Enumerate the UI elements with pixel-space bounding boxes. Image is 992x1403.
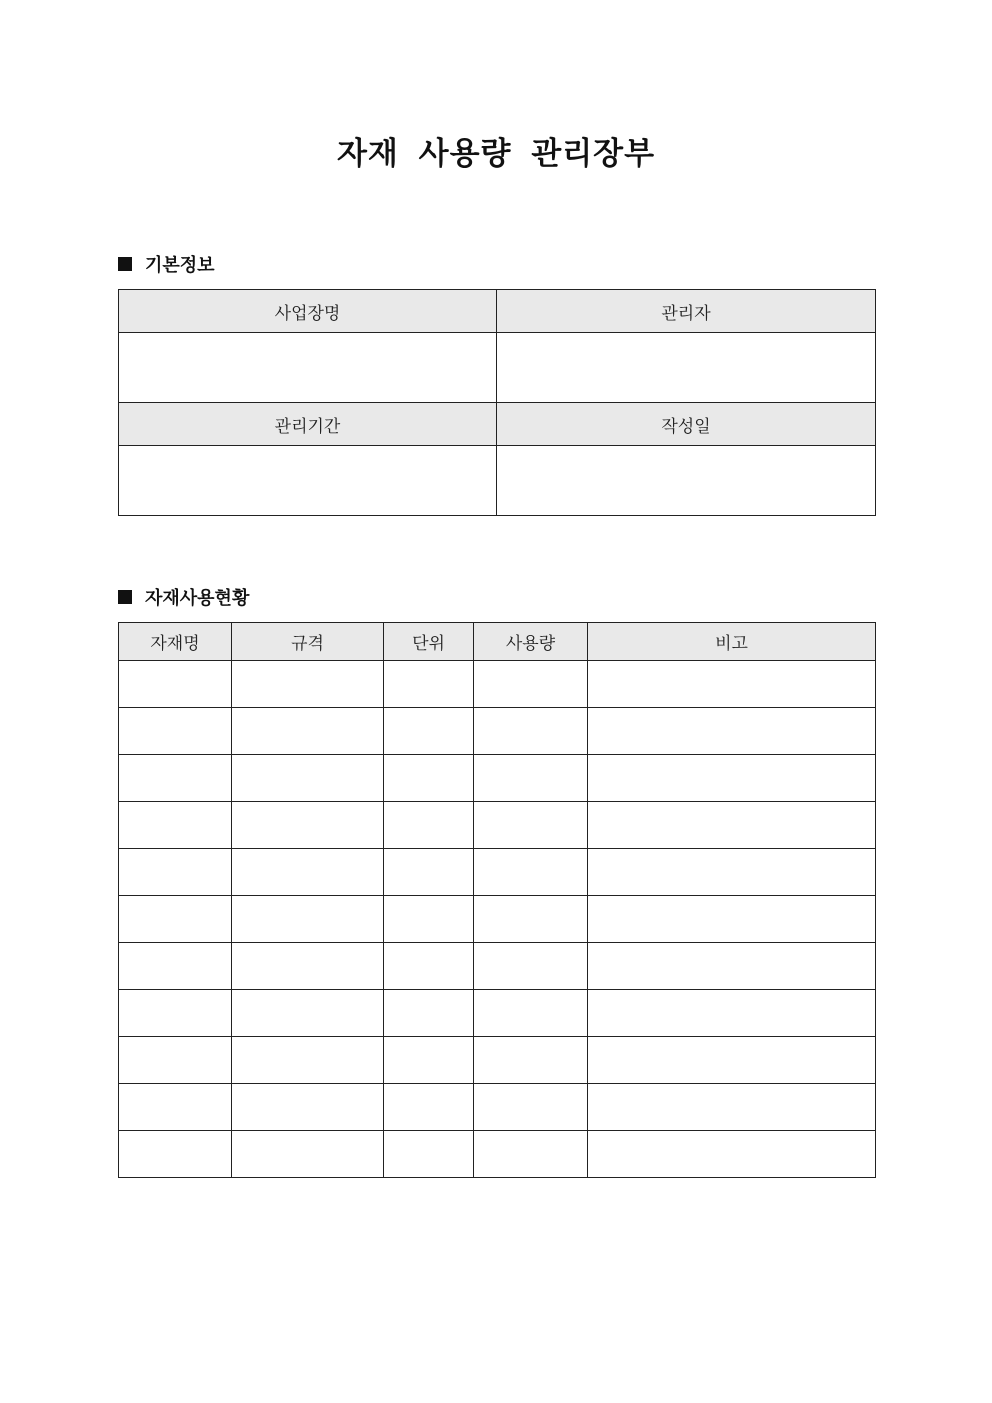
specification-cell[interactable]: [232, 896, 384, 943]
specification-cell[interactable]: [232, 943, 384, 990]
table-row: [119, 943, 876, 990]
usage-header-row: [119, 623, 876, 661]
remarks-cell[interactable]: [588, 1131, 876, 1178]
section-heading-basic-info: [118, 252, 215, 276]
material-name-cell[interactable]: [119, 1037, 232, 1084]
unit-cell[interactable]: [384, 990, 474, 1037]
remarks-cell[interactable]: [588, 990, 876, 1037]
table-row: [119, 1084, 876, 1131]
unit-cell[interactable]: [384, 755, 474, 802]
usage-amount-cell[interactable]: [474, 1131, 588, 1178]
material-name-cell[interactable]: [119, 661, 232, 708]
specification-cell[interactable]: [232, 1131, 384, 1178]
site-name-label: 사업장명: [119, 290, 497, 333]
usage-amount-cell[interactable]: [474, 802, 588, 849]
usage-amount-cell[interactable]: [474, 849, 588, 896]
basic-info-table: [118, 289, 876, 516]
unit-cell[interactable]: [384, 1084, 474, 1131]
usage-amount-cell[interactable]: [474, 896, 588, 943]
column-header-unit: 단위: [384, 623, 474, 661]
material-name-cell[interactable]: [119, 943, 232, 990]
unit-cell[interactable]: [384, 943, 474, 990]
section-heading-usage: [118, 585, 249, 609]
table-row: [119, 849, 876, 896]
table-row: [119, 661, 876, 708]
usage-amount-cell[interactable]: [474, 708, 588, 755]
basic-info-header-row: [119, 403, 876, 446]
material-name-cell[interactable]: [119, 802, 232, 849]
basic-info-value-row: [119, 333, 876, 403]
square-bullet-icon: [118, 257, 132, 271]
material-name-cell[interactable]: [119, 896, 232, 943]
remarks-cell[interactable]: [588, 708, 876, 755]
table-row: [119, 755, 876, 802]
table-row: [119, 1037, 876, 1084]
specification-cell[interactable]: [232, 1084, 384, 1131]
specification-cell[interactable]: [232, 1037, 384, 1084]
table-row: [119, 1131, 876, 1178]
unit-cell[interactable]: [384, 1037, 474, 1084]
remarks-cell[interactable]: [588, 755, 876, 802]
unit-cell[interactable]: [384, 1131, 474, 1178]
column-header-specification: 규격: [232, 623, 384, 661]
manager-field[interactable]: [497, 333, 876, 403]
remarks-cell[interactable]: [588, 849, 876, 896]
remarks-cell[interactable]: [588, 1037, 876, 1084]
table-row: [119, 802, 876, 849]
column-header-material-name: 자재명: [119, 623, 232, 661]
specification-cell[interactable]: [232, 849, 384, 896]
unit-cell[interactable]: [384, 802, 474, 849]
usage-table: [118, 622, 876, 1178]
basic-info-header-row: [119, 290, 876, 333]
usage-amount-cell[interactable]: [474, 1037, 588, 1084]
specification-cell[interactable]: [232, 708, 384, 755]
section-heading-label: 기본정보: [145, 255, 215, 276]
usage-amount-cell[interactable]: [474, 990, 588, 1037]
specification-cell[interactable]: [232, 990, 384, 1037]
square-bullet-icon: [118, 590, 132, 604]
material-name-cell[interactable]: [119, 1084, 232, 1131]
remarks-cell[interactable]: [588, 1084, 876, 1131]
specification-cell[interactable]: [232, 802, 384, 849]
section-heading-label: 자재사용현황: [145, 588, 250, 609]
unit-cell[interactable]: [384, 849, 474, 896]
table-row: [119, 708, 876, 755]
site-name-field[interactable]: [119, 333, 497, 403]
remarks-cell[interactable]: [588, 802, 876, 849]
period-label: 관리기간: [119, 403, 497, 446]
material-name-cell[interactable]: [119, 708, 232, 755]
material-name-cell[interactable]: [119, 1131, 232, 1178]
material-name-cell[interactable]: [119, 755, 232, 802]
date-written-label: 작성일: [497, 403, 876, 446]
specification-cell[interactable]: [232, 661, 384, 708]
remarks-cell[interactable]: [588, 896, 876, 943]
remarks-cell[interactable]: [588, 661, 876, 708]
column-header-usage-amount: 사용량: [474, 623, 588, 661]
date-written-field[interactable]: [497, 446, 876, 516]
unit-cell[interactable]: [384, 661, 474, 708]
specification-cell[interactable]: [232, 755, 384, 802]
manager-label: 관리자: [497, 290, 876, 333]
column-header-remarks: 비고: [588, 623, 876, 661]
usage-amount-cell[interactable]: [474, 755, 588, 802]
unit-cell[interactable]: [384, 708, 474, 755]
page-title: 자재 사용량 관리장부: [336, 136, 656, 172]
usage-amount-cell[interactable]: [474, 943, 588, 990]
usage-amount-cell[interactable]: [474, 661, 588, 708]
period-field[interactable]: [119, 446, 497, 516]
table-row: [119, 990, 876, 1037]
remarks-cell[interactable]: [588, 943, 876, 990]
table-row: [119, 896, 876, 943]
unit-cell[interactable]: [384, 896, 474, 943]
material-name-cell[interactable]: [119, 990, 232, 1037]
basic-info-value-row: [119, 446, 876, 516]
usage-amount-cell[interactable]: [474, 1084, 588, 1131]
material-name-cell[interactable]: [119, 849, 232, 896]
